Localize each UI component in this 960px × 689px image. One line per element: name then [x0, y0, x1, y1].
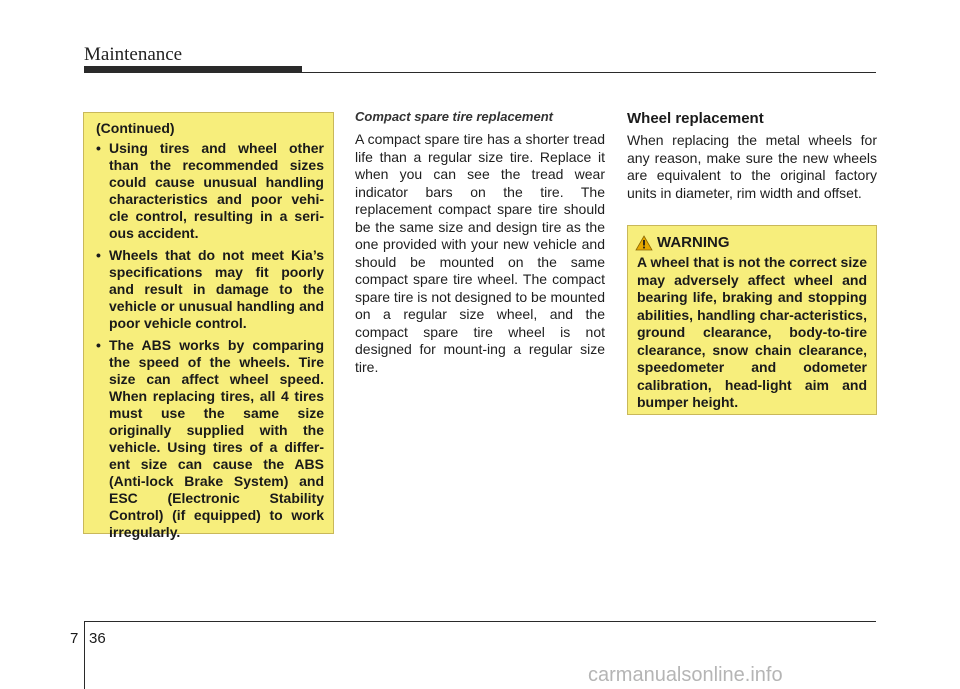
continued-label: (Continued): [96, 120, 175, 136]
wheel-replacement-heading: Wheel replacement: [627, 110, 764, 127]
wheel-replacement-body: When replacing the metal wheels for any reason, make sure the new wheels are equivalent to the original factory units in diameter, rim width and offset.: [627, 132, 877, 201]
wheel-replacement-section: [627, 109, 877, 202]
continued-warning-box: [83, 112, 334, 540]
header-rule: [302, 72, 876, 73]
page-number: 36: [89, 630, 106, 647]
compact-spare-body: A compact spare tire has a shorter tread life than a regular size tire. Replace it when you can see the tread wear indicator bars on the tire. The replacement compact spare tire should be the same size and design tire as the one provided with your new vehicle and should be mounted on the same compact spare tire wheel. The compact spare tire is not designed to be mounted on a regular size wheel, and the compact spare tire wheel is not designed for mount-ing a regular size tire.: [355, 131, 605, 375]
page-section-title: Maintenance: [84, 44, 183, 65]
bullet-text: The ABS works by comparing the speed of the wheels. Tire size can affect wheel speed. When replacing tires, all 4 tires must use the same size originally supplied with the vehicle. Using tires of a differ-ent size can cause the ABS (Anti-lock Brake System) and ESC (Electronic Stability Control) (if equipped) to work irregularly.: [109, 337, 324, 540]
warning-box: [627, 225, 877, 415]
list-item: • Using tires and wheel other than the recommended sizes could cause unusual handling characteristics and poor vehi-cle control, resulting in a seri-ous accident.: [96, 140, 324, 241]
list-item: • Wheels that do not meet Kia’s specifications may fit poorly and result in damage to the vehicle or unusual handling and poor vehicle control.: [96, 247, 324, 331]
warning-body: A wheel that is not the correct size may adversely affect wheel and bearing life, braking and stopping abilities, handling char-acteristics, ground clearance, body-to-tire clearance, snow chain clearance, speedometer and odometer calibration, head-light aim and bumper height.: [637, 254, 867, 410]
watermark: carmanualsonline.info: [588, 664, 783, 686]
bullet-text: Wheels that do not meet Kia’s specifications may fit poorly and result in damage to the vehicle or unusual handling and poor vehicle control.: [109, 247, 324, 331]
footer-rule: [84, 621, 876, 622]
footer-divider: [84, 621, 85, 689]
header-bar: [84, 66, 302, 73]
warning-triangle-icon: [635, 235, 653, 251]
warning-title: WARNING: [657, 234, 730, 251]
list-item: • The ABS works by comparing the speed of the wheels. Tire size can affect wheel speed. When replacing tires, all 4 tires must use the same size originally supplied with the vehicle. Using tires of a differ-ent size can cause the ABS (Anti-lock Brake System) and ESC (Electronic Stability Control) (if equipped) to work irregularly.: [96, 337, 324, 540]
warning-header: [635, 234, 867, 251]
continued-bullet-list: [93, 140, 324, 541]
compact-spare-heading: Compact spare tire replacement: [355, 109, 553, 124]
chapter-number: 7: [70, 630, 79, 647]
bullet-text: Using tires and wheel other than the recommended sizes could cause unusual handling characteristics and poor vehi-cle control, resulting in a seri-ous accident.: [109, 140, 324, 241]
compact-spare-section: [355, 109, 605, 376]
